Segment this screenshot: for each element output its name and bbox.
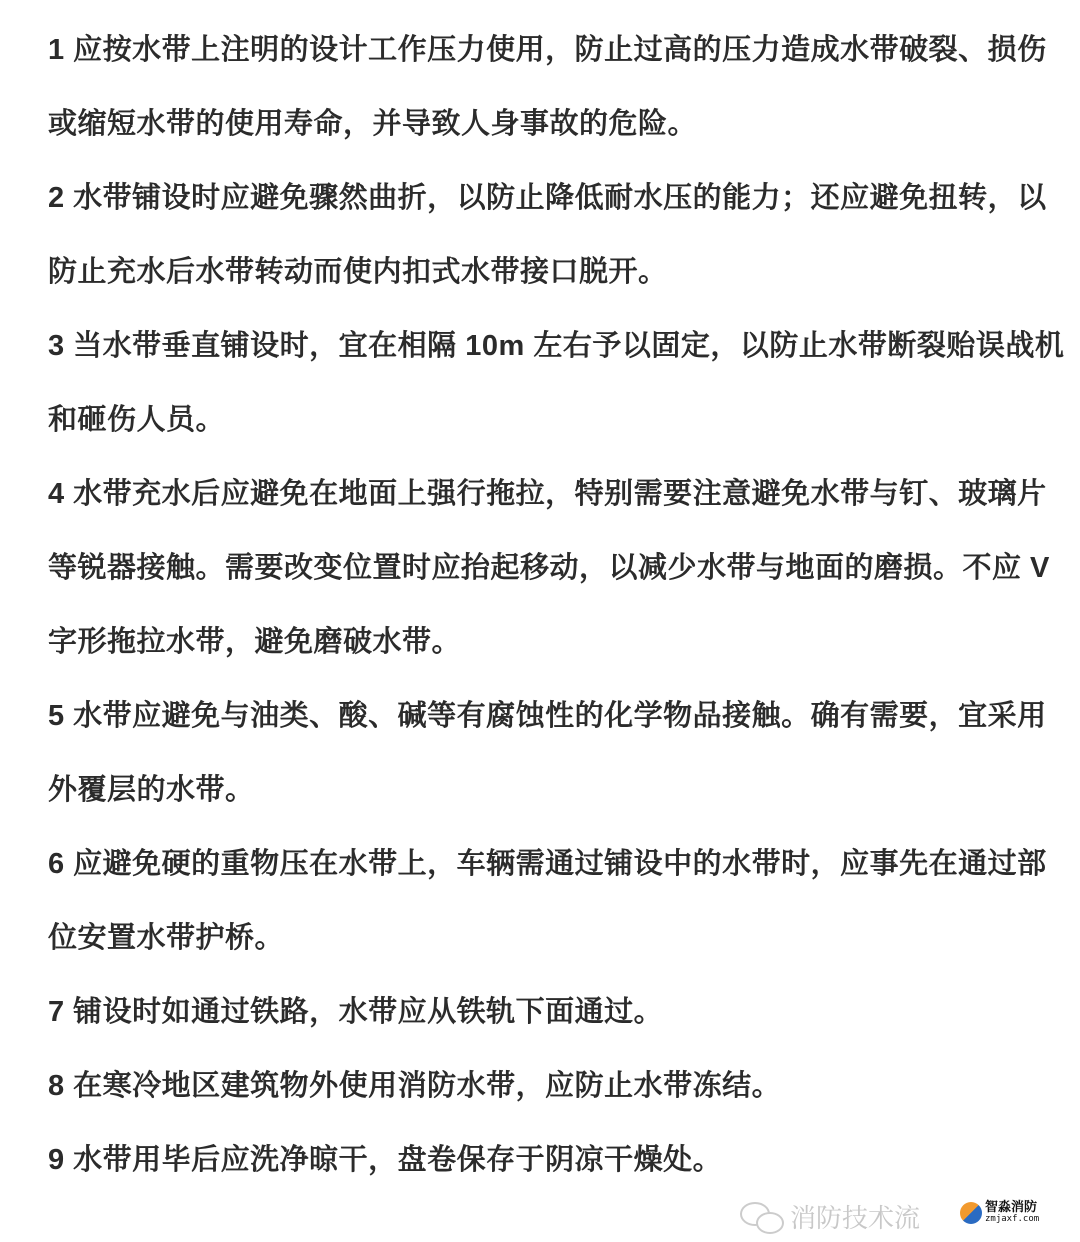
text-line: 8 在寒冷地区建筑物外使用消防水带，应防止水带冻结。 xyxy=(48,1070,782,1102)
text-line: 2 水带铺设时应避免骤然曲折，以防止降低耐水压的能力；还应避免扭转，以 xyxy=(48,182,1047,214)
list-item xyxy=(48,1049,1038,1123)
list-item xyxy=(48,827,1047,975)
text-line: 位安置水带护桥。 xyxy=(48,922,285,954)
text-line: 7 铺设时如通过铁路，水带应从铁轨下面通过。 xyxy=(48,996,664,1028)
text-line: 防止充水后水带转动而使内扣式水带接口脱开。 xyxy=(48,256,668,288)
logo-url: zmjaxf.com xyxy=(985,1214,1040,1224)
list-item xyxy=(48,309,1065,457)
site-logo xyxy=(960,1200,1039,1226)
wechat-watermark xyxy=(740,1196,920,1236)
document-body xyxy=(48,13,1065,1197)
list-item xyxy=(48,161,1047,309)
list-item xyxy=(48,1123,1038,1197)
text-line: 4 水带充水后应避免在地面上强行拖拉，特别需要注意避免水带与钉、玻璃片 xyxy=(48,478,1047,510)
text-line: 1 应按水带上注明的设计工作压力使用，防止过高的压力造成水带破裂、损伤 xyxy=(48,34,1047,66)
watermark-text: 消防技术流 xyxy=(790,1202,921,1233)
logo-mark-icon xyxy=(960,1202,982,1224)
list-item xyxy=(48,975,1038,1049)
logo-name: 智淼消防 xyxy=(985,1199,1038,1214)
text-line: 6 应避免硬的重物压在水带上，车辆需通过铺设中的水带时，应事先在通过部 xyxy=(48,848,1047,880)
text-line: 或缩短水带的使用寿命，并导致人身事故的危险。 xyxy=(48,108,698,140)
text-line: 9 水带用毕后应洗净晾干，盘卷保存于阴凉干燥处。 xyxy=(48,1144,723,1176)
list-item xyxy=(48,457,1050,679)
text-line: 5 水带应避免与油类、酸、碱等有腐蚀性的化学物品接触。确有需要，宜采用 xyxy=(48,700,1047,732)
text-line: 字形拖拉水带，避免磨破水带。 xyxy=(48,626,462,658)
text-line: 等锐器接触。需要改变位置时应抬起移动，以减少水带与地面的磨损。不应 V xyxy=(48,552,1050,584)
text-line: 和砸伤人员。 xyxy=(48,404,226,436)
list-item xyxy=(48,13,1047,161)
text-line: 外覆层的水带。 xyxy=(48,774,255,806)
text-line: 3 当水带垂直铺设时，宜在相隔 10m 左右予以固定，以防止水带断裂贻误战机 xyxy=(48,330,1065,362)
wechat-icon xyxy=(740,1200,784,1232)
list-item xyxy=(48,679,1047,827)
